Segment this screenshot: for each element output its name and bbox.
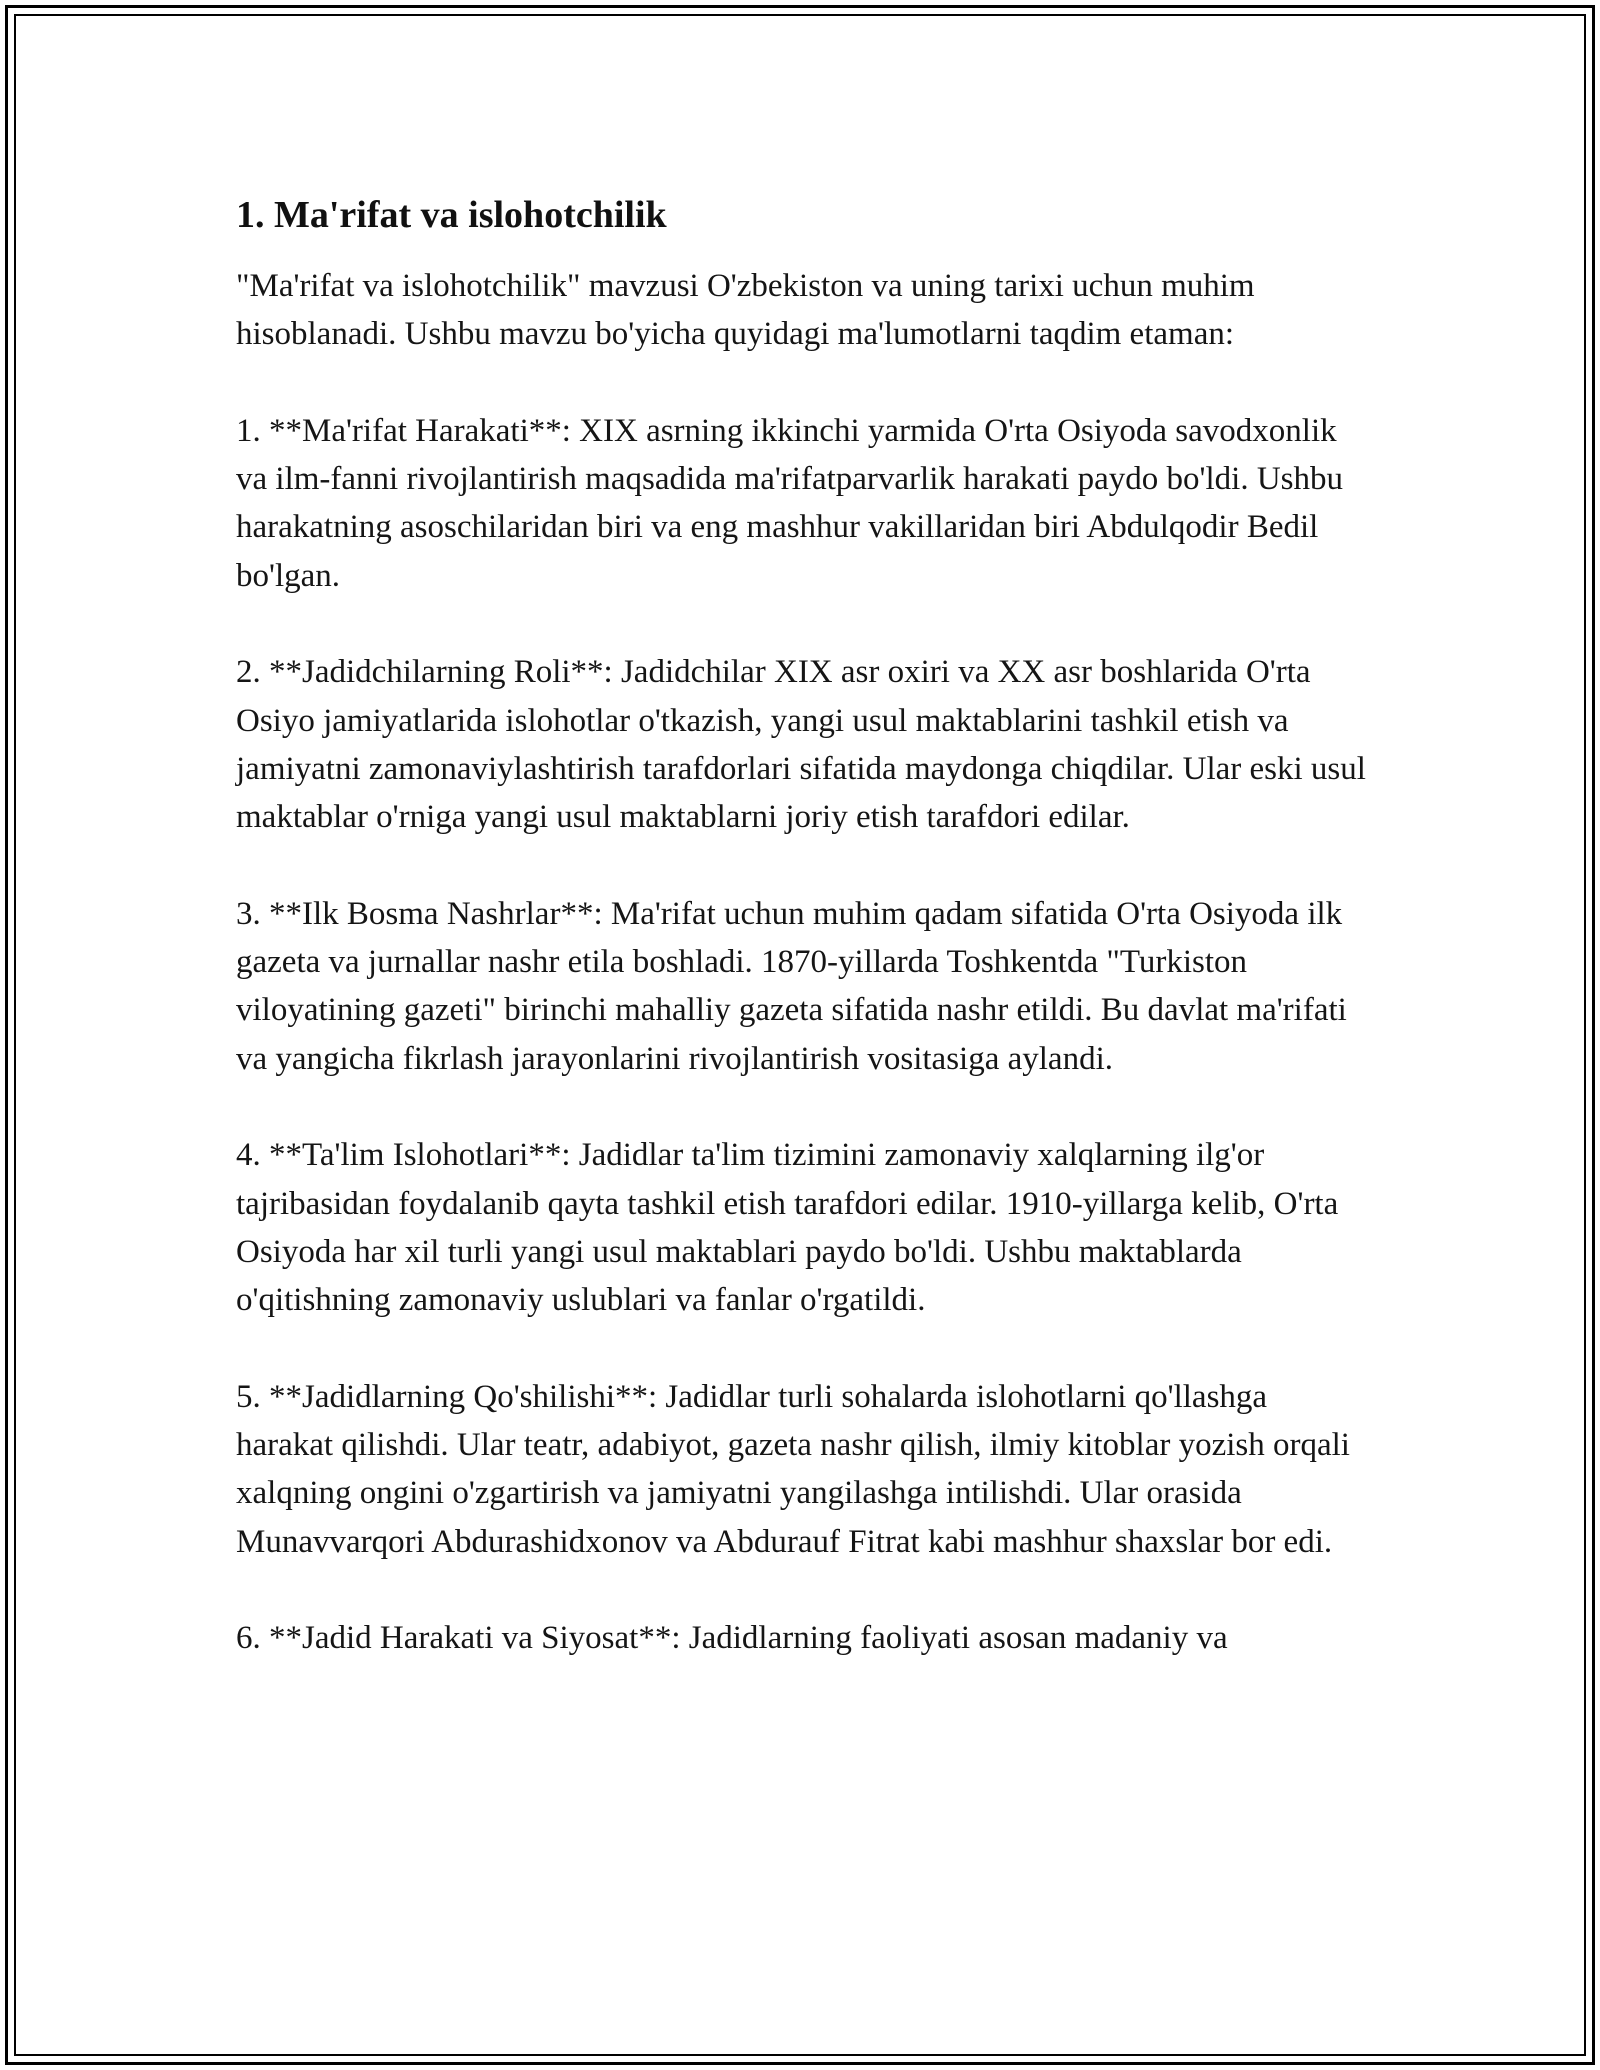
document-page [236,190,1366,1711]
paragraph-marifat-harakati: 1. **Ma'rifat Harakati**: XIX asrning ikkinchi yarmida O'rta Osiyoda savodxonlik va ilm-fanni rivojlantirish maqsadida ma'rifatparvarlik harakati paydo bo'ldi. Ushbu harakatning asoschilaridan biri va eng mashhur vakillaridan biri Abdulqodir Bedil bo'lgan. [236,412,1343,594]
paragraph-talim-islohotlari: 4. **Ta'lim Islohotlari**: Jadidlar ta'lim tizimini zamonaviy xalqlarning ilg'or tajribasidan foydalanib qayta tashkil etish tarafdori edilar. 1910-yillarga kelib, O'rta Osiyoda har xil turli yangi usul maktablari paydo bo'ldi. Ushbu maktablarda o'qitishning zamonaviy uslublari va fanlar o'rgatildi. [236,1137,1339,1319]
intro-paragraph: "Ma'rifat va islohotchilik" mavzusi O'zbekiston va uning tarixi uchun muhim hisoblanadi. Ushbu mavzu bo'yicha quyidagi ma'lumotlarni taqdim etaman: [236,268,1255,353]
paragraph-jadidlarning-qoshilishi: 5. **Jadidlarning Qo'shilishi**: Jadidlar turli sohalarda islohotlarni qo'llashga harakat qilishdi. Ular teatr, adabiyot, gazeta nashr qilish, ilmiy kitoblar yozish orqali xalqning ongini o'zgartirish va jamiyatni yangilashga intilishdi. Ular orasida Munavvarqori Abdurashidxonov va Abdurauf Fitrat kabi mashhur shaxslar bor edi. [236,1378,1350,1560]
paragraph-jadidchilarning-roli: 2. **Jadidchilarning Roli**: Jadidchilar XIX asr oxiri va XX asr boshlarida O'rta Osiyo jamiyatlarida islohotlar o'tkazish, yangi usul maktablarini tashkil etish va jamiyatni zamonaviylashtirish tarafdorlari sifatida maydonga chiqdilar. Ular eski usul maktablar o'rniga yangi usul maktablarni joriy etish tarafdori edilar. [236,654,1366,836]
paragraph-jadid-harakati-siyosat: 6. **Jadid Harakati va Siyosat**: Jadidlarning faoliyati asosan madaniy va [236,1620,1228,1657]
paragraph-ilk-bosma-nashrlar: 3. **Ilk Bosma Nashrlar**: Ma'rifat uchun muhim qadam sifatida O'rta Osiyoda ilk gazeta va jurnallar nashr etila boshladi. 1870-yillarda Toshkentda "Turkiston viloyatining gazeti" birinchi mahalliy gazeta sifatida nashr etildi. Bu davlat ma'rifati va yangicha fikrlash jarayonlarini rivojlantirish vositasiga aylandi. [236,895,1347,1077]
document-title: 1. Ma'rifat va islohotchilik [236,194,667,236]
